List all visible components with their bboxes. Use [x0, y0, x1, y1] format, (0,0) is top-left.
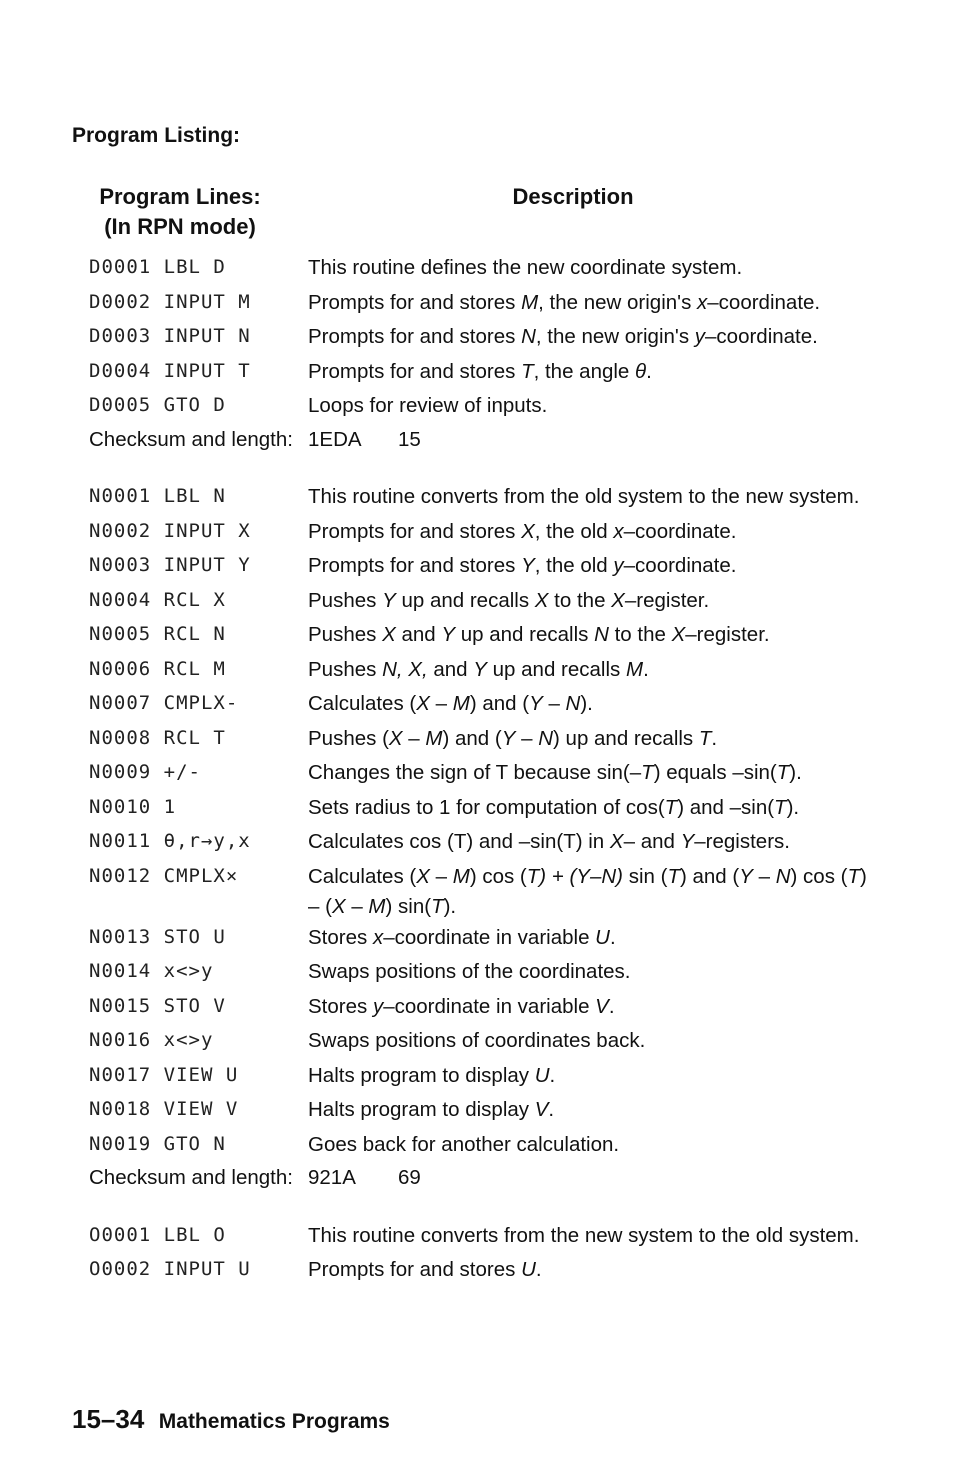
- chapter-title: Mathematics Programs: [158, 1410, 390, 1433]
- program-line-description: [308, 550, 869, 581]
- program-line-row: [89, 1129, 869, 1164]
- description-text: ).: [580, 692, 593, 715]
- program-line-code: D0002 INPUT M: [89, 290, 251, 313]
- description-text: sin (: [623, 864, 668, 888]
- program-line-code: D0004 INPUT T: [89, 359, 251, 382]
- description-text: –register.: [685, 623, 770, 646]
- checksum-label: Checksum and length:: [89, 427, 293, 451]
- description-italic-text: Y: [473, 657, 487, 681]
- description-italic-text: x: [697, 290, 708, 314]
- description-italic-text: x: [613, 519, 624, 543]
- program-line-code: N0005 RCL N: [89, 623, 226, 645]
- description-text: ) and (: [679, 864, 740, 888]
- description-text: and: [427, 657, 474, 681]
- program-line-row: [89, 252, 869, 287]
- description-text: Swaps positions of the coordinates.: [308, 960, 631, 983]
- description-italic-text: Y: [529, 692, 543, 715]
- program-line-code: N0006 RCL M: [89, 657, 226, 680]
- program-line-description: [308, 861, 869, 922]
- program-line-code: N0015 STO V: [89, 994, 226, 1017]
- description-text: Pushes (: [308, 726, 389, 750]
- description-text: Goes back for another calculation.: [308, 1132, 620, 1156]
- program-line-code: D0003 INPUT N: [89, 325, 251, 347]
- program-line-description: [308, 1220, 869, 1251]
- program-line-description: [308, 1129, 869, 1160]
- description-text: Calculates cos (T) and –sin(T) in: [308, 830, 610, 853]
- program-line-description: [308, 356, 869, 387]
- program-line-description: [308, 723, 869, 754]
- description-italic-text: N: [565, 692, 581, 715]
- description-text: to the: [548, 588, 612, 612]
- description-text: , the new origin's: [535, 325, 695, 348]
- description-text: –registers.: [694, 830, 790, 853]
- description-text: – and: [623, 830, 681, 853]
- program-line-code: O0002 INPUT U: [89, 1258, 251, 1280]
- description-text: Swaps positions of coordinates back.: [308, 1029, 646, 1052]
- program-line-description: [308, 654, 869, 685]
- column-header-program-lines: [90, 182, 270, 242]
- description-text: Stores: [308, 925, 373, 949]
- description-text: –coordinate in variable: [383, 925, 596, 949]
- checksum-label: Checksum and length:: [89, 1166, 293, 1189]
- description-text: This routine converts from the old system to the new system.: [308, 485, 860, 508]
- program-line-row: [89, 287, 869, 322]
- program-line-row: [89, 861, 869, 922]
- description-text: ) cos (: [790, 864, 848, 888]
- description-italic-text: T: [431, 894, 444, 918]
- description-italic-text: T: [641, 761, 654, 784]
- program-line-code: N0014 x<>y: [89, 960, 214, 982]
- description-italic-text: T) + (Y–N): [526, 864, 624, 888]
- description-italic-text: T: [698, 726, 712, 750]
- description-italic-text: M: [521, 290, 539, 314]
- description-text: –: [429, 692, 453, 715]
- description-italic-text: T: [667, 864, 680, 888]
- program-line-description: [308, 321, 869, 352]
- program-line-description: [308, 922, 869, 953]
- program-line-description: [308, 516, 869, 547]
- description-text: .: [608, 994, 615, 1018]
- description-italic-text: X: [611, 588, 625, 612]
- description-italic-text: X: [416, 692, 430, 715]
- description-text: ).: [443, 894, 457, 918]
- description-italic-text: M: [452, 692, 470, 715]
- description-text: and: [395, 623, 442, 646]
- program-line-row: [89, 991, 869, 1026]
- program-line-description: [308, 252, 869, 283]
- program-line-code: N0018 VIEW V: [89, 1098, 239, 1120]
- description-italic-text: T: [774, 795, 787, 819]
- program-line-description: [308, 792, 869, 823]
- program-line-description: [308, 1094, 869, 1125]
- description-text: This routine defines the new coordinate system.: [308, 256, 743, 279]
- program-line-description: [308, 991, 869, 1022]
- program-line-row: [89, 619, 869, 654]
- description-italic-text: θ: [635, 359, 647, 383]
- description-italic-text: T: [776, 761, 790, 784]
- program-line-row: [89, 1094, 869, 1129]
- description-text: –coordinate.: [707, 290, 821, 314]
- program-line-code: D0005 GTO D: [89, 394, 226, 416]
- checksum-row: [89, 1163, 869, 1198]
- description-italic-text: x: [372, 925, 384, 949]
- checksum-row: [89, 425, 869, 460]
- program-line-row: [89, 516, 869, 551]
- description-text: , the old: [534, 519, 614, 543]
- program-line-code: N0009 +/-: [89, 761, 201, 783]
- description-text: ) equals –sin(: [653, 761, 777, 784]
- description-text: Halts program to display: [308, 1098, 535, 1121]
- description-italic-text: X: [388, 726, 403, 750]
- description-text: .: [646, 359, 652, 383]
- description-text: –: [345, 894, 369, 918]
- description-italic-text: U: [595, 925, 610, 949]
- description-text: , the angle: [533, 359, 636, 383]
- description-text: ) – (: [308, 864, 867, 918]
- description-text: This routine converts from the new system to the old system.: [308, 1223, 860, 1247]
- description-text: Prompts for and stores: [308, 290, 522, 314]
- program-line-description: [308, 1254, 869, 1285]
- program-line-code: N0011 θ,r→y,x: [89, 830, 251, 852]
- program-line-row: [89, 1254, 869, 1289]
- description-text: ) up and recalls: [553, 726, 699, 750]
- description-italic-text: y: [613, 554, 624, 577]
- checksum-values: [308, 425, 421, 460]
- description-italic-text: Y: [739, 864, 753, 888]
- program-line-code: N0012 CMPLX×: [89, 864, 239, 887]
- length-value: 69: [398, 1166, 421, 1189]
- program-line-code: N0003 INPUT Y: [89, 554, 251, 576]
- column-header-description: Description: [512, 184, 634, 209]
- program-line-row: [89, 481, 869, 516]
- program-line-description: [308, 1025, 869, 1056]
- description-text: ).: [789, 761, 802, 784]
- description-text: Prompts for and stores: [308, 325, 522, 348]
- description-italic-text: X: [671, 623, 686, 646]
- program-line-description: [308, 688, 869, 719]
- description-italic-text: y: [372, 994, 384, 1018]
- listing-block: [89, 1220, 869, 1289]
- description-text: up and recalls: [455, 623, 595, 646]
- description-text: Prompts for and stores: [308, 519, 522, 543]
- program-line-row: [89, 757, 869, 792]
- checksum-values: [308, 1163, 421, 1198]
- description-text: .: [548, 1098, 555, 1121]
- program-line-code: N0007 CMPLX-: [89, 692, 239, 714]
- description-text: –register.: [624, 588, 710, 612]
- description-italic-text: T: [847, 864, 861, 888]
- program-line-row: [89, 1220, 869, 1255]
- description-italic-text: M: [425, 726, 443, 750]
- program-line-code: N0010 1: [89, 795, 177, 818]
- description-italic-text: U: [521, 1258, 536, 1281]
- program-line-code: N0017 VIEW U: [89, 1063, 239, 1086]
- description-text: up and recalls: [486, 657, 626, 681]
- description-italic-text: N: [521, 325, 536, 348]
- description-text: Halts program to display: [308, 1063, 535, 1087]
- program-line-description: [308, 390, 869, 421]
- description-italic-text: Y: [680, 830, 695, 853]
- description-text: –coordinate.: [623, 554, 737, 577]
- description-text: Pushes: [308, 623, 383, 646]
- column-header-program-lines-line1: Program Lines:: [99, 184, 261, 209]
- description-text: .: [535, 1258, 542, 1281]
- program-line-row: [89, 792, 869, 827]
- description-italic-text: M: [368, 894, 386, 918]
- description-text: up and recalls: [395, 588, 535, 612]
- program-listing: [89, 252, 869, 1289]
- description-italic-text: V: [534, 1098, 549, 1121]
- program-line-description: [308, 1060, 869, 1091]
- program-line-description: [308, 287, 869, 318]
- listing-block: [89, 252, 869, 459]
- description-text: –coordinate.: [623, 519, 737, 543]
- program-line-row: [89, 654, 869, 689]
- description-italic-text: X: [331, 894, 346, 918]
- length-value: 15: [398, 427, 421, 451]
- description-text: –: [515, 726, 539, 750]
- description-text: –: [429, 864, 453, 888]
- description-italic-text: Y: [441, 623, 456, 646]
- description-text: ) and –sin(: [677, 795, 775, 819]
- program-line-code: N0019 GTO N: [89, 1132, 226, 1155]
- description-italic-text: X: [382, 623, 396, 646]
- description-italic-text: X: [416, 864, 430, 888]
- program-line-code: N0013 STO U: [89, 925, 226, 948]
- program-line-code: N0002 INPUT X: [89, 519, 251, 542]
- description-italic-text: X: [521, 519, 535, 543]
- description-text: Pushes: [308, 657, 383, 681]
- program-line-row: [89, 550, 869, 585]
- program-line-row: [89, 356, 869, 391]
- program-line-row: [89, 321, 869, 356]
- listing-block: [89, 481, 869, 1198]
- program-line-row: [89, 1025, 869, 1060]
- description-text: –: [752, 864, 776, 888]
- description-italic-text: N, X,: [382, 657, 428, 681]
- program-line-row: [89, 922, 869, 957]
- description-text: –coordinate.: [705, 325, 818, 348]
- description-italic-text: T: [521, 359, 534, 383]
- section-heading: Program Listing:: [72, 124, 241, 147]
- program-line-description: [308, 826, 869, 857]
- description-italic-text: Y: [521, 554, 535, 577]
- program-line-description: [308, 956, 869, 987]
- description-text: ) and (: [469, 692, 530, 715]
- description-italic-text: T: [664, 795, 678, 819]
- description-text: .: [643, 657, 649, 681]
- program-line-code: N0016 x<>y: [89, 1029, 214, 1051]
- program-line-row: [89, 585, 869, 620]
- page-number: 15–34: [72, 1404, 145, 1434]
- description-text: ) and (: [442, 726, 502, 750]
- description-text: .: [609, 925, 616, 949]
- description-text: , the old: [534, 554, 614, 577]
- description-text: , the new origin's: [538, 290, 698, 314]
- program-line-row: [89, 956, 869, 991]
- program-line-code: O0001 LBL O: [89, 1223, 226, 1246]
- description-text: Prompts for and stores: [308, 554, 522, 577]
- description-text: Pushes: [308, 588, 383, 612]
- description-text: Loops for review of inputs.: [308, 394, 548, 417]
- description-italic-text: X: [609, 830, 624, 853]
- description-text: Prompts for and stores: [308, 359, 522, 383]
- description-italic-text: V: [595, 994, 609, 1018]
- description-text: Calculates (: [308, 864, 417, 888]
- description-text: –: [542, 692, 566, 715]
- description-text: Sets radius to 1 for computation of cos(: [308, 795, 665, 819]
- description-italic-text: N: [538, 726, 554, 750]
- program-line-description: [308, 481, 869, 512]
- description-text: to the: [608, 623, 672, 646]
- page-footer: [72, 1404, 390, 1435]
- description-italic-text: Y: [501, 726, 516, 750]
- description-text: Prompts for and stores: [308, 1258, 522, 1281]
- program-line-description: [308, 619, 869, 650]
- description-text: –: [402, 726, 426, 750]
- description-text: .: [711, 726, 718, 750]
- description-text: ).: [786, 795, 800, 819]
- description-text: Stores: [308, 994, 373, 1018]
- checksum-value: 1EDA: [308, 427, 362, 451]
- program-line-code: N0004 RCL X: [89, 588, 226, 611]
- program-line-description: [308, 757, 869, 788]
- column-header-program-lines-line2: (In RPN mode): [104, 214, 256, 239]
- program-line-row: [89, 390, 869, 425]
- description-text: Changes the sign of T because sin(–: [308, 761, 642, 784]
- description-italic-text: y: [694, 325, 706, 348]
- description-italic-text: N: [775, 864, 791, 888]
- program-line-row: [89, 688, 869, 723]
- description-text: –coordinate in variable: [383, 994, 596, 1018]
- description-text: Calculates (: [308, 692, 417, 715]
- description-text: ) sin(: [385, 894, 432, 918]
- description-italic-text: U: [534, 1063, 550, 1087]
- program-line-row: [89, 826, 869, 861]
- program-line-code: D0001 LBL D: [89, 256, 226, 278]
- checksum-value: 921A: [308, 1166, 356, 1189]
- program-line-row: [89, 723, 869, 758]
- program-line-code: N0001 LBL N: [89, 485, 226, 507]
- description-italic-text: X: [534, 588, 549, 612]
- description-italic-text: M: [452, 864, 470, 888]
- program-line-code: N0008 RCL T: [89, 726, 226, 749]
- description-italic-text: N: [594, 623, 609, 646]
- description-text: .: [549, 1063, 556, 1087]
- description-italic-text: M: [625, 657, 644, 681]
- program-line-description: [308, 585, 869, 616]
- program-line-row: [89, 1060, 869, 1095]
- description-text: ) cos (: [469, 864, 527, 888]
- description-italic-text: Y: [382, 588, 396, 612]
